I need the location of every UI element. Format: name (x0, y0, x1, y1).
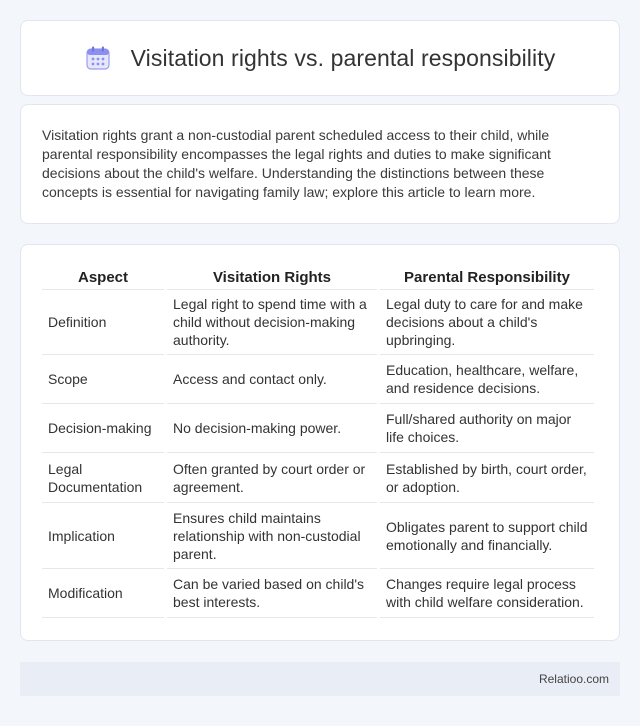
table-header-row (42, 263, 594, 290)
footer-brand[interactable]: Relatioo.com (538, 672, 609, 686)
responsibility-cell: Full/shared authority on major life choices. (380, 404, 594, 453)
aspect-cell: Definition (42, 290, 164, 355)
comparison-card (20, 244, 620, 641)
table-row (42, 453, 594, 503)
responsibility-cell: Legal duty to care for and make decisions about a child's upbringing. (380, 290, 594, 355)
aspect-cell: Scope (42, 355, 164, 404)
responsibility-cell: Obligates parent to support child emotionally and financially. (380, 503, 594, 569)
responsibility-cell: Established by birth, court order, or adoption. (380, 453, 594, 503)
visitation-cell: Legal right to spend time with a child without decision-making authority. (167, 290, 377, 355)
visitation-cell: Ensures child maintains relationship with non-custodial parent. (167, 503, 377, 569)
header-parental-responsibility: Parental Responsibility (380, 263, 594, 290)
table-row (42, 355, 594, 404)
visitation-cell: Can be varied based on child's best interests. (167, 569, 377, 618)
comparison-table (39, 263, 597, 618)
table-row (42, 404, 594, 453)
visitation-cell: Often granted by court order or agreement. (167, 453, 377, 503)
calendar-icon (85, 45, 111, 71)
header-visitation-rights: Visitation Rights (167, 263, 377, 290)
table-row (42, 569, 594, 618)
aspect-cell: Legal Documentation (42, 453, 164, 503)
intro-text: Visitation rights grant a non-custodial parent scheduled access to their child, while parental responsibility encompasses the legal rights and duties to make significant decisions about the child's welfare. Understanding the distinctions between these concepts is essential for navigating family law; explore this article to learn more. (42, 127, 551, 200)
aspect-cell: Decision-making (42, 404, 164, 453)
aspect-cell: Implication (42, 503, 164, 569)
responsibility-cell: Education, healthcare, welfare, and residence decisions. (380, 355, 594, 404)
visitation-cell: No decision-making power. (167, 404, 377, 453)
aspect-cell: Modification (42, 569, 164, 618)
responsibility-cell: Changes require legal process with child welfare consideration. (380, 569, 594, 618)
page-title: Visitation rights vs. parental responsibility (130, 44, 556, 71)
title-card (20, 20, 620, 96)
table-row (42, 503, 594, 569)
footer-bar (20, 662, 620, 696)
header-aspect: Aspect (42, 263, 164, 290)
table-row (42, 290, 594, 355)
intro-card (20, 104, 620, 224)
visitation-cell: Access and contact only. (167, 355, 377, 404)
